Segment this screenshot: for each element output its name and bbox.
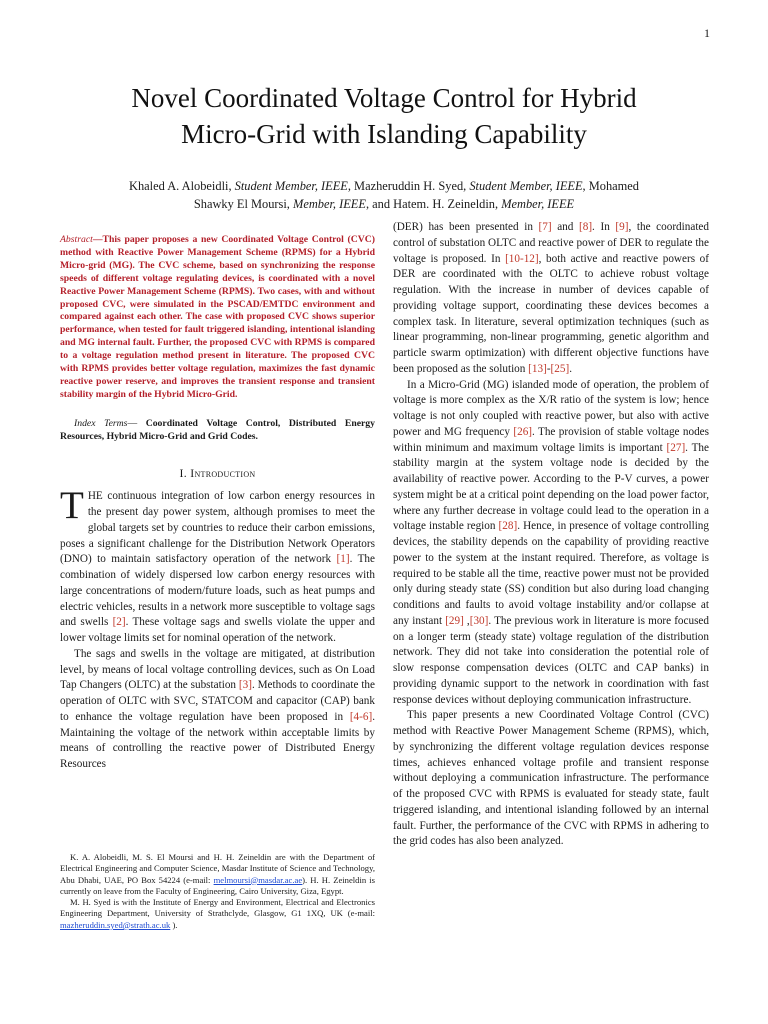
citation-link[interactable]: [26] [513,425,533,438]
para-text: . Hence, in presence of voltage controlling devices, the stability depends on the capability of providing reactive power to the system at the instant required. Therefore, as voltage is required to be stable all the time, reactive power must not be provided only during steady state (SS) condition but also during load changing conditions and faults to avoid voltage instability and/or collapse at any instant [393,520,709,627]
email-link[interactable]: melmoursi@masdar.ac.ae [213,874,303,885]
right-paragraph-1 [393,220,709,378]
citation-link[interactable]: [9] [615,221,629,233]
author-affiliation-footnote [60,852,375,931]
author-name: Shawky El Moursi, [193,197,293,211]
citation-link[interactable]: [13] [528,362,547,375]
author-membership: Student Member, IEEE [234,179,348,193]
citation-link[interactable]: [28] [498,520,518,533]
citation-link[interactable]: [30] [469,614,489,627]
index-terms-text: Coordinated Voltage Control, Distributed Energy Resources, Hybrid Micro-Grid and Grid Codes. [60,417,375,442]
index-terms-label: Index Terms [74,417,128,429]
abstract [60,234,375,402]
drop-cap: T [60,484,84,528]
title-line-2: Micro-Grid with Islanding Capability [181,119,587,149]
right-paragraph-2 [393,378,709,709]
author-membership: Member, IEEE [501,197,575,211]
abstract-label: Abstract [60,234,93,245]
page-number: 1 [704,26,710,40]
para-text: . The provision of stable voltage nodes within minimum and maximum voltage limits is important [393,425,709,454]
citation-link[interactable]: [29] [445,614,464,627]
citation-link[interactable]: [3] [238,679,252,692]
footnote-paragraph-2 [60,897,375,931]
author-name: , and Hatem. H. Zeineldin, [365,197,502,211]
index-terms [60,418,375,444]
footnote-text: ). H. H. Zeineldin is currently on leave from the Faculty of Engineering, Cairo University, Giza, Egypt. [60,874,376,896]
citation-link[interactable]: [1] [336,553,350,566]
author-membership: Member, IEEE [293,197,366,211]
para-text: . Maintaining the voltage of the network within acceptable limits by means of controlling the reactive power of Distributed Energy Resources [60,710,375,771]
para-text: and [551,221,579,233]
author-name: , Mohamed [582,179,639,193]
footnote-text: ). [170,919,178,930]
footnote-paragraph-1 [60,852,375,897]
right-paragraph-3: This paper presents a new Coordinated Voltage Control (CVC) method with Reactive Power Management Scheme (RPMS), which, by synchronizing the different voltage regulation devices response times, achieves enhanced voltage profile and transient response without deploying a communication infrastructure. The performance of the proposed CVC with RPMS is evaluated for steady state, fault triggered islanding, and intentional islanding followed by an internal fault. Further, the performance of the CVC with RPMS in adhering to the grid codes has also been analyzed. [393,709,709,848]
citation-link[interactable]: [2] [112,616,126,629]
author-list [70,177,698,213]
para-text: In a Micro-Grid (MG) islanded mode of operation, the problem of voltage is more complex as the X/R ratio of the system is low; hence voltage is not only coupled with reactive power, but also with active power and MG frequency [393,378,709,438]
right-column [393,220,709,850]
para-text: (DER) has been presented in [393,221,539,233]
para-text: - [546,362,551,375]
author-name: , Mazheruddin H. Syed, [347,179,470,193]
citation-link[interactable]: [27] [666,441,686,454]
left-column [60,220,375,773]
para-text: , [463,614,470,627]
para-text: The sags and swells in the voltage are mitigated, at distribution level, by means of local voltage controlling devices, such as On Load Tap Changers (OLTC) at the substation [60,647,375,692]
para-text: . The combination of widely dispersed low carbon energy resources with large concentrations of modern/future loads, such as heat pumps and electric vehicles, results in a network more susceptible to voltage sags and swells [60,553,375,629]
intro-paragraph-2 [60,647,375,773]
para-text: , the coordinated control of substation OLTC and reactive power of DER to regulate the voltage is proposed. In [393,221,709,265]
para-text: . These voltage sags and swells violate the upper and lower voltage limits set for nominal operation of the network. [60,616,375,645]
index-terms-dash: — [127,417,146,429]
para-text: . The previous work in literature is more focused on a longer term (steady state) voltage regulation of the distribution network. They did not take into consideration the potential role of slow response compensation devices (OLTC and CAP banks) in providing dynamic support to the network in coordination with fast response devices without deploying communication infrastructure. [393,614,709,706]
citation-link[interactable]: [10-12] [505,252,539,265]
abstract-text: —This paper proposes a new Coordinated Voltage Control (CVC) method with Reactive Power Management Scheme (RPMS) for a Hybrid Micro-grid (MG). The CVC scheme, based on synchronizing the response speeds of different voltage regulating devices, is coordinated with a novel Reactive Power Management Scheme (RPMS). Two cases, with and without proposed CVC, were simulated in the PSCAD/EMTDC environment and compared against each other. The case with proposed CVC shows superior performance, when tested for fault triggered islanding, intentional islanding and MG internal fault. Further, the proposed CVC with RPMS is compared to a voltage regulation method present in literature. The proposed CVC with RPMS provides better voltage regulation, maximizes the fast dynamic reactive power reserve, and improves the transient response and transient stability margin of the Hybrid Micro-Grid. [60,234,375,400]
citation-link[interactable]: [7] [538,221,552,233]
author-membership: Student Member, IEEE [469,179,583,193]
citation-link[interactable]: [8] [579,221,593,233]
para-text: , both active and reactive powers of DER are coordinated with the OLTC to achieve robust voltage regulation. With the increase in number of devices capable of providing voltage support, coordinating these devices becomes a complex task. In literature, several optimization techniques (such as linear programming, non-linear programming, genetic algorithm and particle swarm optimization) with different objective functions have been proposed as the solution [393,252,709,375]
author-line-1 [70,177,698,195]
email-link[interactable]: mazheruddin.syed@strath.ac.uk [60,919,171,930]
para-text: . In [592,221,616,233]
author-name: Khaled A. Alobeidli, [129,179,235,193]
paper-title [40,80,728,152]
title-line-1: Novel Coordinated Voltage Control for Hybrid [131,83,637,113]
para-text: . [569,362,572,375]
intro-paragraph-1 [60,484,375,647]
para-text: . Methods to coordinate the operation of OLTC with SVC, STATCOM and capacitor (CAP) bank to enhance the voltage regulation have been proposed in [60,679,375,723]
para-text: . The stability margin at the system voltage node is decided by the availability of reactive power. According to the P-V curves, a power system might be at a critical point depending on the load power factor, where any further decrease in voltage could lead to the operation in a voltage instable region [393,441,709,533]
para-text: HE continuous integration of low carbon energy resources in the present day power system, although promises to meet the global targets set by countries to reduce their carbon emissions, poses a significant challenge for the Distribution Network Operators (DNO) to maintain satisfactory operation of the network [60,490,375,566]
section-heading-introduction: I. Introduction [179,465,256,480]
citation-link[interactable]: [25] [550,362,570,375]
citation-link[interactable]: [4-6] [349,710,373,723]
footnote-text: K. A. Alobeidli, M. S. El Moursi and H. H. Zeineldin are with the Department of Electrical Engineering and Computer Science, Masdar Institute of Science and Technology, Abu Dhabi, UAE, PO Box 54224 (e-mail: [60,852,375,885]
footnote-text: M. H. Syed is with the Institute of Energy and Environment, Electrical and Electronics Engineering Department, University of Strathclyde, Glasgow, G1 1XQ, UK (e-mail: [60,897,375,919]
author-line-2 [70,195,698,213]
